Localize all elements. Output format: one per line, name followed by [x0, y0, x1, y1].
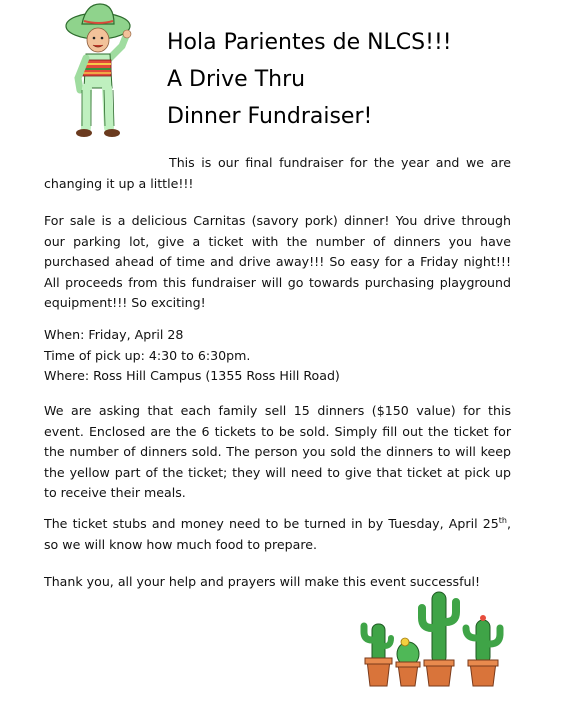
sombrero-boy-icon [56, 0, 156, 142]
sale-paragraph: For sale is a delicious Carnitas (savory pork) dinner! You drive through our parking lot, give a ticket with the number of dinners you have purchased ahead of time and drive away!!! So easy for a Friday night!!! All proceeds from this fundraiser will go towards purchasing playground equipment!!! So exciting! [44, 213, 511, 310]
thanks-paragraph: Thank you, all your help and prayers will make this event successful! [44, 574, 481, 589]
event-pickup-time: Time of pick up: 4:30 to 6:30pm. [44, 347, 251, 363]
intro-paragraph: This is our final fundraiser for the year and we are changing it up a little!!! [44, 155, 511, 191]
event-date: When: Friday, April 28 [44, 327, 184, 342]
title-line-2: A Drive Thru [167, 67, 306, 92]
ask-paragraph: We are asking that each family sell 15 dinners ($150 value) for this event. Enclosed are the 6 tickets to be sold. Simply fill out the ticket for the number of dinners sold. The person you sold the dinners to will keep the yellow part of the ticket; they will need to give that ticket at pick up to receive their meals. [44, 403, 511, 500]
flyer-title [167, 24, 452, 135]
title-line-3: Dinner Fundraiser! [167, 104, 373, 129]
event-details [44, 325, 511, 387]
stubs-ordinal: th [498, 515, 507, 525]
title-line-1: Hola Parientes de NLCS!!! [167, 30, 452, 55]
stubs-text-after: , so we will know how much food to prepare. [44, 516, 511, 552]
event-location: Where: Ross Hill Campus (1355 Ross Hill Road) [44, 368, 340, 383]
stubs-paragraph [44, 514, 511, 555]
potted-cacti-icon [360, 588, 510, 692]
stubs-text-before: The ticket stubs and money need to be turned in by Tuesday, April 25 [44, 516, 499, 531]
